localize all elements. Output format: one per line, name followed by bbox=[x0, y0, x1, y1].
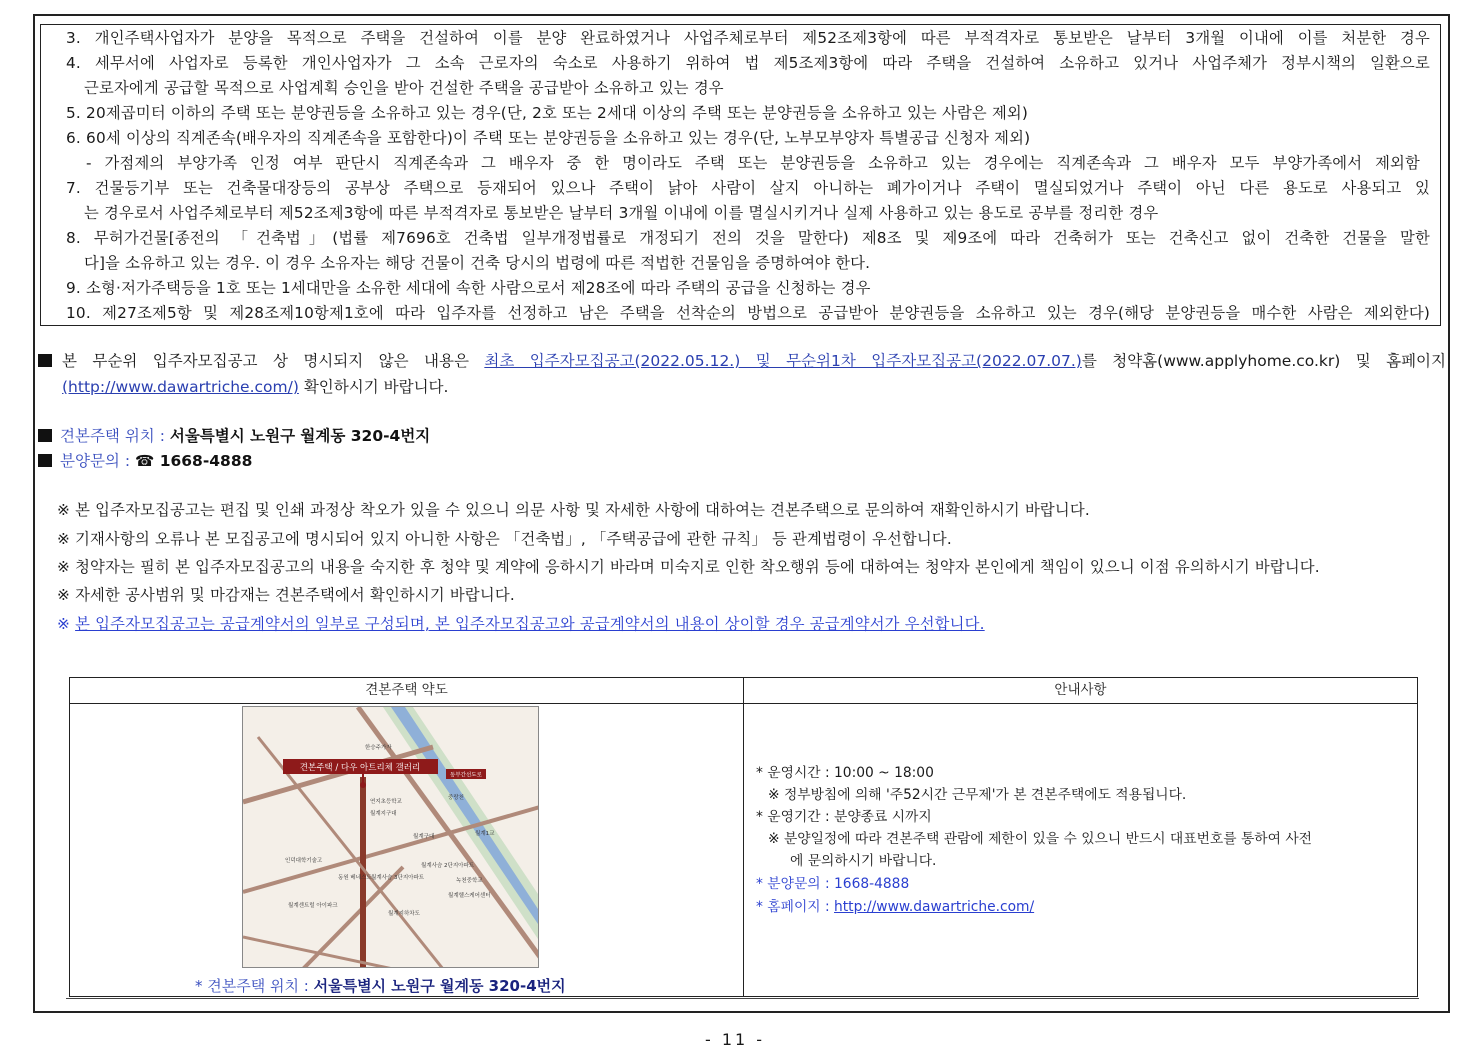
exclusion-item-10: 10. 제27조제5항 및 제28조제10항제1호에 따라 입주자를 선정하고 남은 주택을 선착순의 방법으로 공급받아 분양권등을 소유하고 있는 경우(해당 분양권등을 매수한 사람은 제외한다) bbox=[66, 304, 1430, 322]
guide-period: * 운영기간 : 분양종료 시까지 bbox=[756, 809, 932, 825]
location-value: 서울특별시 노원구 월계동 320-4번지 bbox=[169, 427, 431, 445]
guide-period-note-1: ※ 분양일정에 따라 견본주택 관람에 제한이 있을 수 있으니 반드시 대표번호를 통하여 사전 bbox=[768, 831, 1312, 847]
model-house-location bbox=[38, 425, 430, 447]
inquiry-label: 분양문의 : bbox=[60, 452, 131, 470]
guide-period-note-2: 에 문의하시기 바랍니다. bbox=[790, 853, 937, 869]
inquiry-phone: ☎ 1668-4888 bbox=[134, 452, 253, 470]
guide-hours-note: ※ 정부방침에 의해 '주52시간 근무제'가 본 견본주택에도 적용됩니다. bbox=[768, 787, 1187, 803]
map-caption-star: * bbox=[195, 977, 203, 995]
notice-prefix: 본 무순위 입주자모집공고 상 명시되지 않은 내용은 bbox=[62, 352, 469, 370]
reference-note-4: ※ 자세한 공사범위 및 마감재는 견본주택에서 확인하시기 바랍니다. bbox=[57, 586, 515, 604]
reference-note-2: ※ 기재사항의 오류나 본 모집공고에 명시되어 있지 아니한 사항은 「건축법」, 「주택공급에 관한 규칙」 등 관계법령이 우선합니다. bbox=[57, 530, 952, 548]
homepage-link[interactable]: (http://www.dawartriche.com/) bbox=[62, 378, 299, 396]
map-label-r6: 월계사슴 2단지아파트 bbox=[421, 863, 475, 869]
reference-note-1: ※ 본 입주자모집공고는 편집 및 인쇄 과정상 착오가 있을 수 있으니 의문 사항 및 자세한 사항에 대하여는 견본주택으로 문의하여 재확인하시기 바랍니다. bbox=[57, 501, 1090, 519]
map-label-r7: 녹천중학교 bbox=[456, 878, 483, 884]
exclusion-item-4-cont: 근로자에게 공급할 목적으로 사업계획 승인을 받아 건설한 주택을 공급받아 소유하고 있는 경우 bbox=[84, 79, 724, 97]
location-map bbox=[242, 706, 539, 968]
map-label-r13: 월계구대 bbox=[413, 834, 435, 840]
map-label-r11: 월계1교 bbox=[475, 831, 495, 837]
map-label-r8: 월계헬스케어센터 bbox=[448, 893, 491, 899]
exclusion-item-6: 6. 60세 이상의 직계존속(배우자의 직계존속을 포함한다)이 주택 또는 분양권등을 소유하고 있는 경우(단, 노부모부양자 특별공급 신청자 제외) bbox=[66, 129, 1031, 147]
map-label-road2: 동부간선도로 bbox=[450, 772, 482, 779]
homepage-label: * 홈페이지 : bbox=[756, 899, 830, 915]
map-caption-label: 견본주택 위치 : bbox=[207, 977, 309, 995]
bottom-rule bbox=[66, 998, 1419, 999]
exclusion-item-8: 8. 무허가건물[종전의 「건축법」(법률 제7696호 건축법 일부개정법률로 개정되기 전의 것을 말한다) 제8조 및 제9조에 따라 건축허가 또는 건축신고 없이 건축한 건물을 말한 bbox=[66, 229, 1430, 247]
map-label-r4: 동원 베네스트 bbox=[338, 875, 372, 881]
guide-hours: * 운영시간 : 10:00 ~ 18:00 bbox=[756, 765, 934, 781]
page-number: - 11 - bbox=[704, 1030, 766, 1049]
exclusion-item-8-cont: 다]을 소유하고 있는 경우. 이 경우 소유자는 해당 건물이 건축 당시의 법령에 따른 적법한 건물임을 증명하여야 한다. bbox=[84, 254, 871, 272]
map-label-r10: 월계지하차도 bbox=[388, 911, 420, 917]
map-caption bbox=[195, 975, 566, 996]
square-bullet-icon bbox=[38, 429, 52, 442]
map-caption-address: 서울특별시 노원구 월계동 320-4번지 bbox=[313, 977, 566, 995]
map-label-r1: 연지초등학교 bbox=[370, 799, 402, 805]
map-label-r9: 월계센트럴 아이파크 bbox=[288, 903, 338, 909]
homepage-url-link[interactable]: http://www.dawartriche.com/ bbox=[834, 899, 1035, 915]
location-map-drawing bbox=[243, 707, 539, 968]
reference-emphasis-text: 본 입주자모집공고는 공급계약서의 일부로 구성되며, 본 입주자모집공고와 공급계약서의 내용이 상이할 경우 공급계약서가 우선합니다. bbox=[75, 615, 985, 633]
notice-announcement-link[interactable]: 최초 입주자모집공고(2022.05.12.) 및 무순위1차 입주자모집공고(2022.07.07.) bbox=[484, 352, 1082, 370]
unspecified-content-notice bbox=[38, 348, 1446, 400]
location-label: 견본주택 위치 : bbox=[60, 427, 165, 445]
square-bullet-icon bbox=[38, 454, 52, 467]
model-house-inquiry bbox=[38, 450, 252, 472]
notice-tail: 확인하시기 바랍니다. bbox=[303, 378, 449, 396]
exclusion-item-4: 4. 세무서에 사업자로 등록한 개인사업자가 그 소속 근로자의 숙소로 사용하기 위하여 법 제5조제3항에 따라 주택을 건설하여 소유하고 있거나 사업주체가 정부시책의 일환으로 bbox=[66, 54, 1430, 72]
reference-mark: ※ bbox=[57, 615, 71, 633]
exclusion-item-6-note: - 가점제의 부양가족 인정 여부 판단시 직계존속과 그 배우자 중 한 명이라도 주택 또는 분양권등을 소유하고 있는 경우에는 직계존속과 그 배우자 모두 부양가족에서 제외함 bbox=[86, 154, 1420, 172]
map-label-r12: 중랑천 bbox=[448, 795, 464, 801]
square-bullet-icon bbox=[38, 354, 52, 367]
exclusion-item-9: 9. 소형·저가주택등을 1호 또는 1세대만을 소유한 세대에 속한 사람으로서 제28조에 따라 주택의 공급을 신청하는 경우 bbox=[66, 279, 871, 297]
map-column-header: 견본주택 약도 bbox=[70, 678, 743, 704]
guide-homepage bbox=[756, 896, 1034, 918]
exclusion-item-3: 3. 개인주택사업자가 분양을 목적으로 주택을 건설하여 이를 분양 완료하였거나 사업주체로부터 제52조제3항에 따른 부적격자로 통보받은 날부터 3개월 이내에 이를 처분한 경우 bbox=[66, 29, 1430, 47]
column-divider bbox=[743, 678, 744, 996]
reference-note-emphasis bbox=[57, 613, 985, 635]
guide-inquiry: * 분양문의 : 1668-4888 bbox=[756, 876, 910, 892]
map-label-r3: 인덕대학기술고 bbox=[285, 858, 323, 864]
notice-suffix: 를 청약홈(www.applyhome.co.kr) 및 홈페이지 bbox=[1081, 352, 1447, 370]
map-label-r2: 월계지구대 bbox=[370, 811, 397, 817]
map-label-road1: 한승주가자 bbox=[365, 745, 392, 751]
map-gallery-label: 견본주택 / 다우 아트리체 갤러리 bbox=[299, 763, 421, 773]
exclusion-item-5: 5. 20제곱미터 이하의 주택 또는 분양권등을 소유하고 있는 경우(단, 2호 또는 2세대 이상의 주택 또는 분양권등을 소유하고 있는 사람은 제외) bbox=[66, 104, 1029, 122]
exclusion-item-7-cont: 는 경우로서 사업주체로부터 제52조제3항에 따른 부적격자로 통보받은 날부터 3개월 이내에 이를 멸실시키거나 실제 사용하고 있는 용도로 공부를 정리한 경우 bbox=[84, 204, 1159, 222]
reference-note-3: ※ 청약자는 필히 본 입주자모집공고의 내용을 숙지한 후 청약 및 계약에 응하시기 바라며 미숙지로 인한 착오행위 등에 대하여는 청약자 본인에게 책임이 있으니 이점 유의하시기 바랍니다. bbox=[57, 558, 1320, 576]
map-label-r5: 월계사슴 3단지아파트 bbox=[371, 875, 425, 881]
guide-column-header: 안내사항 bbox=[744, 678, 1417, 704]
exclusion-item-7: 7. 건물등기부 또는 건축물대장등의 공부상 주택으로 등재되어 있으나 주택이 낡아 사람이 살지 아니하는 폐가이거나 주택이 멸실되었거나 주택이 아닌 다른 용도로 사용되고 있 bbox=[66, 179, 1430, 197]
